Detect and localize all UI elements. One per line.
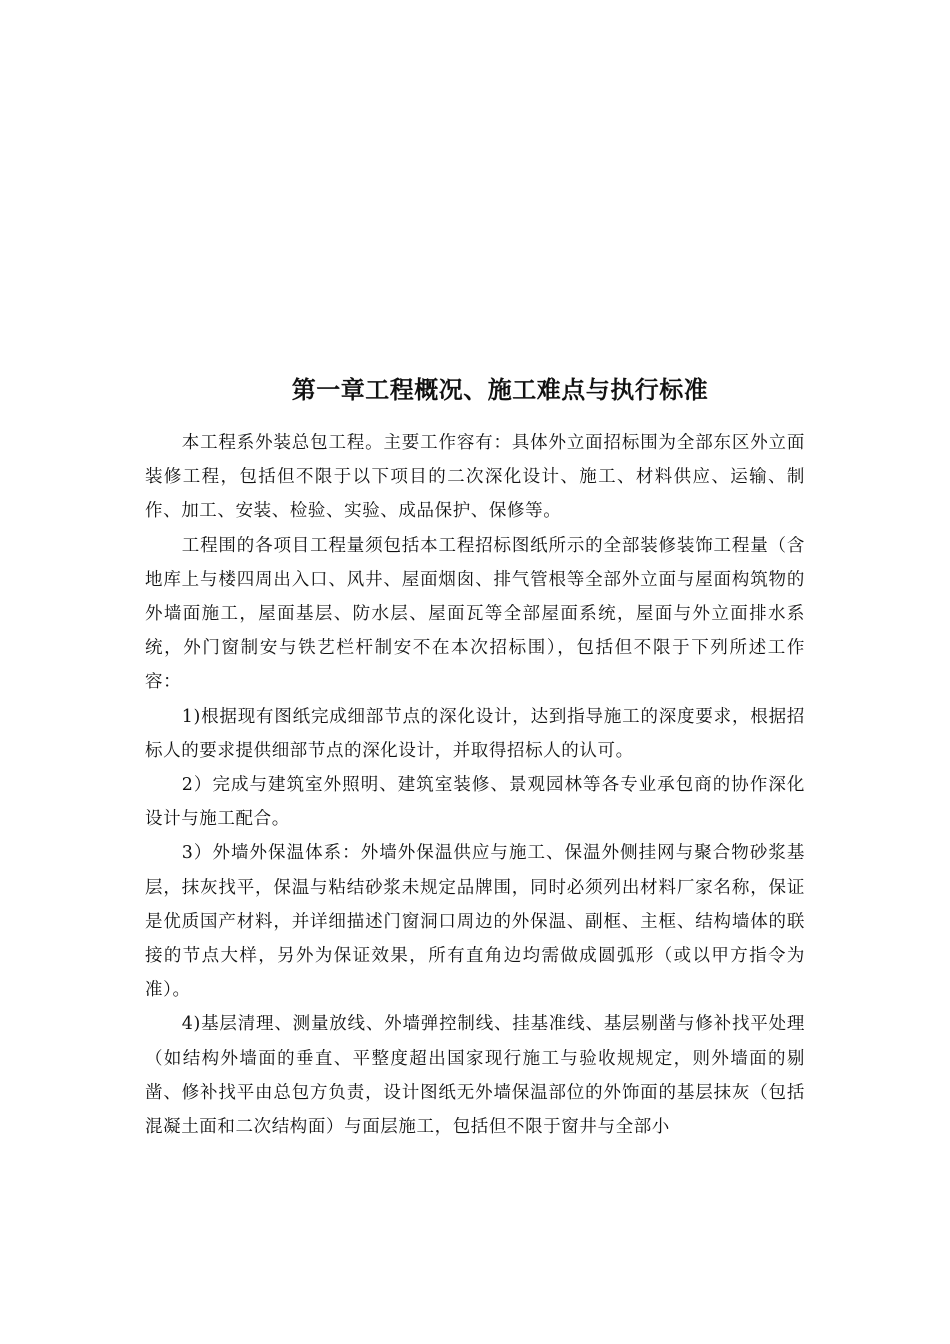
paragraph-item-1: 1)根据现有图纸完成细部节点的深化设计，达到指导施工的深度要求，根据招标人的要求提供细部节点的深化设计，并取得招标人的认可。: [145, 706, 805, 761]
paragraph-scope-quantities: 工程围的各项目工程量须包括本工程招标图纸所示的全部装修装饰工程量（含地库上与楼四周出入口、风井、屋面烟囱、排气管根等全部外立面与屋面构筑物的外墙面施工，屋面基层、防水层、屋面瓦等全部屋面系统，屋面与外立面排水系统，外门窗制安与铁艺栏杆制安不在本次招标围），包括但不限于下列所述工作容：: [145, 535, 805, 693]
paragraph-item-3: 3）外墙外保温体系：外墙外保温供应与施工、保温外侧挂网与聚合物砂浆基层，抹灰找平，保温与粘结砂浆未规定品牌围，同时必须列出材料厂家名称，保证是优质国产材料，并详细描述门窗洞口周边的外保温、副框、主框、结构墙体的联接的节点大样，另外为保证效果，所有直角边均需做成圆弧形（或以甲方指令为准）。: [145, 843, 805, 1001]
paragraph-item-4: 4)基层清理、测量放线、外墙弹控制线、挂基准线、基层剔凿与修补找平处理（如结构外墙面的垂直、平整度超出国家现行施工与验收规规定，则外墙面的剔凿、修补找平由总包方负责，设计图纸无外墙保温部位的外饰面的基层抹灰（包括混凝土面和二次结构面）与面层施工，包括但不限于窗井与全部小: [145, 1014, 805, 1138]
paragraph-scope-intro: 本工程系外装总包工程。主要工作容有：具体外立面招标围为全部东区外立面装修工程，包括但不限于以下项目的二次深化设计、施工、材料供应、运输、制作、加工、安装、检验、实验、成品保护、保修等。: [145, 433, 805, 522]
paragraph-item-2: 2）完成与建筑室外照明、建筑室装修、景观园林等各专业承包商的协作深化设计与施工配合。: [145, 775, 805, 830]
chapter-title: 第一章工程概况、施工难点与执行标准: [291, 376, 709, 404]
document-body: [145, 426, 805, 1144]
